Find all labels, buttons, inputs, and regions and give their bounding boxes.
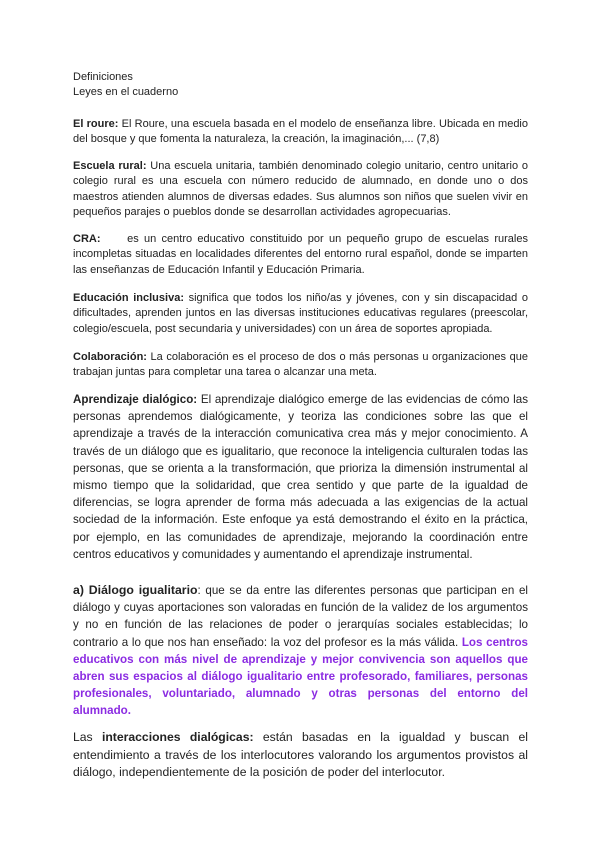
definition-colaboracion (73, 350, 528, 381)
definition-dialogo-igualitario (73, 582, 528, 720)
definition-interacciones-dialogicas (73, 729, 528, 782)
document-title: Definiciones (73, 71, 133, 83)
text-dialogo-igualitario: : que se da entre las diferentes personas que participan en el diálogo y cuyas aportaciones son valoradas en función de la validez de los argumentos y no en función de las relaciones de poder o jerarquías sociales establecidas; lo contrario a lo que nos han enseñado: la voz del profesor es la más válida. (73, 584, 528, 649)
term-escuela-rural: Escuela rural: (73, 160, 147, 172)
highlight-dialogo-igualitario: Los centros educativos con más nivel de aprendizaje y mejor convivencia son aquellos que abren sus espacios al diálogo igualitario entre profesorado, familiares, personas profesionales, voluntariado, alumnado y otras personas del entorno del alumnado. (73, 635, 529, 718)
term-aprendizaje-dialogico: Aprendizaje dialógico: (73, 393, 198, 406)
term-dialogo-igualitario: a) Diálogo igualitario (73, 583, 198, 597)
definition-el-roure (73, 117, 528, 148)
prefix-interacciones: Las (73, 730, 102, 744)
text-educacion-inclusiva: significa que todos los niño/as y jóvenes, con y sin discapacidad o dificultades, aprenden juntos en las diversas instituciones educativas regulares (preescolar, colegio/escuela, post secundaria y universidades) con un área de soportes apropiada. (73, 292, 528, 335)
term-colaboracion: Colaboración: (73, 351, 147, 363)
term-el-roure: El roure: (73, 118, 119, 130)
definition-educacion-inclusiva (73, 291, 528, 337)
text-el-roure: El Roure, una escuela basada en el modelo de enseñanza libre. Ubicada en medio del bosque y que fomenta la naturaleza, la creación, la imaginación,... (7,8) (73, 118, 528, 146)
text-aprendizaje-dialogico: El aprendizaje dialógico emerge de las evidencias de cómo las personas aprendemos dialógicamente, y teoriza las condiciones sobre las que el aprendizaje a través de la interacción comunicativa crea más y mejor conocimiento. A través de un diálogo que es igualitario, que reconoce la inteligencia culturalen todas las personas, que se orienta a la transformación, que prioriza la dimensión instrumental al mismo tiempo que la solidaridad, que crea sentido y que parte de la igualdad de diferencias, se logra aprender de forma más adecuada a las exigencias de la actual sociedad de la información. Este enfoque ya está demostrando el éxito en la práctica, por ejemplo, en las comunidades de aprendizaje, mejorando la coordinación entre centros educativos y comunidades y aumentando el aprendizaje instrumental. (73, 393, 528, 561)
text-escuela-rural: Una escuela unitaria, también denominado colegio unitario, centro unitario o colegio rural es una escuela con número reducido de alumnado, en donde uno o dos maestros atienden alumnos de diversas edades. Sus alumnos son niños que suelen vivir en pequeños parajes o pueblos donde se desarrollan actividades agropecuarias. (73, 160, 528, 219)
term-educacion-inclusiva: Educación inclusiva: (73, 292, 184, 304)
header (73, 70, 528, 101)
text-interacciones-dialogicas: están basadas en la igualdad y buscan el entendimiento a través de los interlocutores valorando los argumentos provistos al diálogo, independientemente de la posición de poder del interlocutor. (73, 730, 528, 780)
text-colaboracion: La colaboración es el proceso de dos o más personas u organizaciones que trabajan juntas para completar una tarea o alcanzar una meta. (73, 351, 528, 379)
term-interacciones-dialogicas: interacciones dialógicas: (101, 730, 254, 744)
document-subtitle: Leyes en el cuaderno (73, 86, 179, 99)
text-cra: es un centro educativo constituido por un pequeño grupo de escuelas rurales incompletas situadas en localidades diferentes del entorno rural español, donde se imparten las enseñanzas de Educación Infantil y Educación Primaria. (73, 233, 532, 276)
definition-cra (73, 232, 532, 278)
term-cra: CRA: (73, 233, 101, 245)
definition-aprendizaje-dialogico (73, 391, 528, 563)
definition-escuela-rural (73, 159, 528, 221)
